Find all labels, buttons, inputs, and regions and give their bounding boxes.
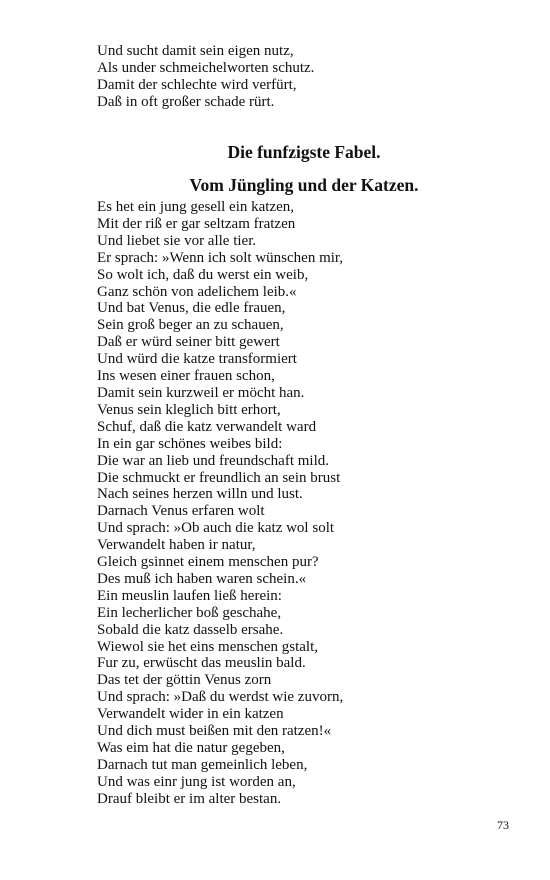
verse-line: Darnach tut man gemeinlich leben, [97,756,308,773]
verse-line: Das tet der göttin Venus zorn [97,672,272,689]
verse-line: Fur zu, erwüscht das meuslin bald. [97,655,306,672]
verse-line: So wolt ich, daß du werst ein weib, [97,266,309,283]
fable-title: Vom Jüngling und der Katzen. [189,175,419,195]
verse-line: Damit der schlechte wird verfürt, [97,76,297,93]
verse-line: Darnach Venus erfaren wolt [97,503,265,520]
verse-line: Verwandelt wider in ein katzen [97,706,284,723]
verse-line: Und dich must beißen mit den ratzen!« [97,723,332,740]
verse-line: Ein meuslin laufen ließ herein: [97,587,282,604]
verse-line: Und was einr jung ist worden an, [97,773,296,790]
verse-line: In ein gar schönes weibes bild: [97,435,283,452]
verse-line: Und würd die katze transformiert [97,351,297,368]
verse-line: Gleich gsinnet einem menschen pur? [97,554,319,571]
verse-line: Und sprach: »Daß du werdst wie zuvorn, [97,689,344,706]
verse-line: Und liebet sie vor alle tier. [97,232,257,249]
verse-line: Schuf, daß die katz verwandelt ward [97,418,317,435]
verse-line: Drauf bleibt er im alter bestan. [97,790,282,807]
verse-line: Und sucht damit sein eigen nutz, [97,43,294,59]
fable-number-heading: Die funfzigste Fabel. [227,142,381,162]
verse-line: Die schmuckt er freundlich an sein brust [97,469,341,486]
verse-line: Sobald die katz dasselb ersahe. [97,621,284,638]
verse-line: Daß in oft großer schade rürt. [97,93,275,110]
verse-line: Wiewol sie het eins menschen gstalt, [97,638,319,655]
verse-line: Und bat Venus, die edle frauen, [97,300,286,317]
verse-line: Des muß ich haben waren schein.« [97,570,307,587]
verse-line: Daß er würd seiner bitt gewert [97,334,280,351]
verse-line: Sein groß beger an zu schauen, [97,317,284,334]
verse-line: Venus sein kleglich bitt erhort, [97,401,281,418]
verse-line: Ein lecherlicher boß geschahe, [97,604,282,621]
verse-line: Er sprach: »Wenn ich solt wünschen mir, [97,249,344,266]
verse-line: Ganz schön von adelichem leib.« [97,283,297,300]
verse-line: Nach seines herzen willn und lust. [97,486,303,503]
verse-line: Und sprach: »Ob auch die katz wol solt [97,520,335,537]
verse-line: Die war an lieb und freundschaft mild. [97,452,330,469]
verse-line: Verwandelt haben ir natur, [97,537,256,554]
intro-verse [97,43,314,111]
fable-verse [97,199,343,808]
verse-line: Als under schmeichelworten schutz. [97,59,315,76]
verse-line: Mit der riß er gar seltzam fratzen [97,215,296,232]
verse-line: Es het ein jung gesell ein katzen, [97,199,295,215]
verse-line: Ins wesen einer frauen schon, [97,368,275,385]
page-number: 73 [497,818,509,832]
verse-line: Was eim hat die natur gegeben, [97,740,285,756]
verse-line: Damit sein kurzweil er möcht han. [97,384,305,401]
